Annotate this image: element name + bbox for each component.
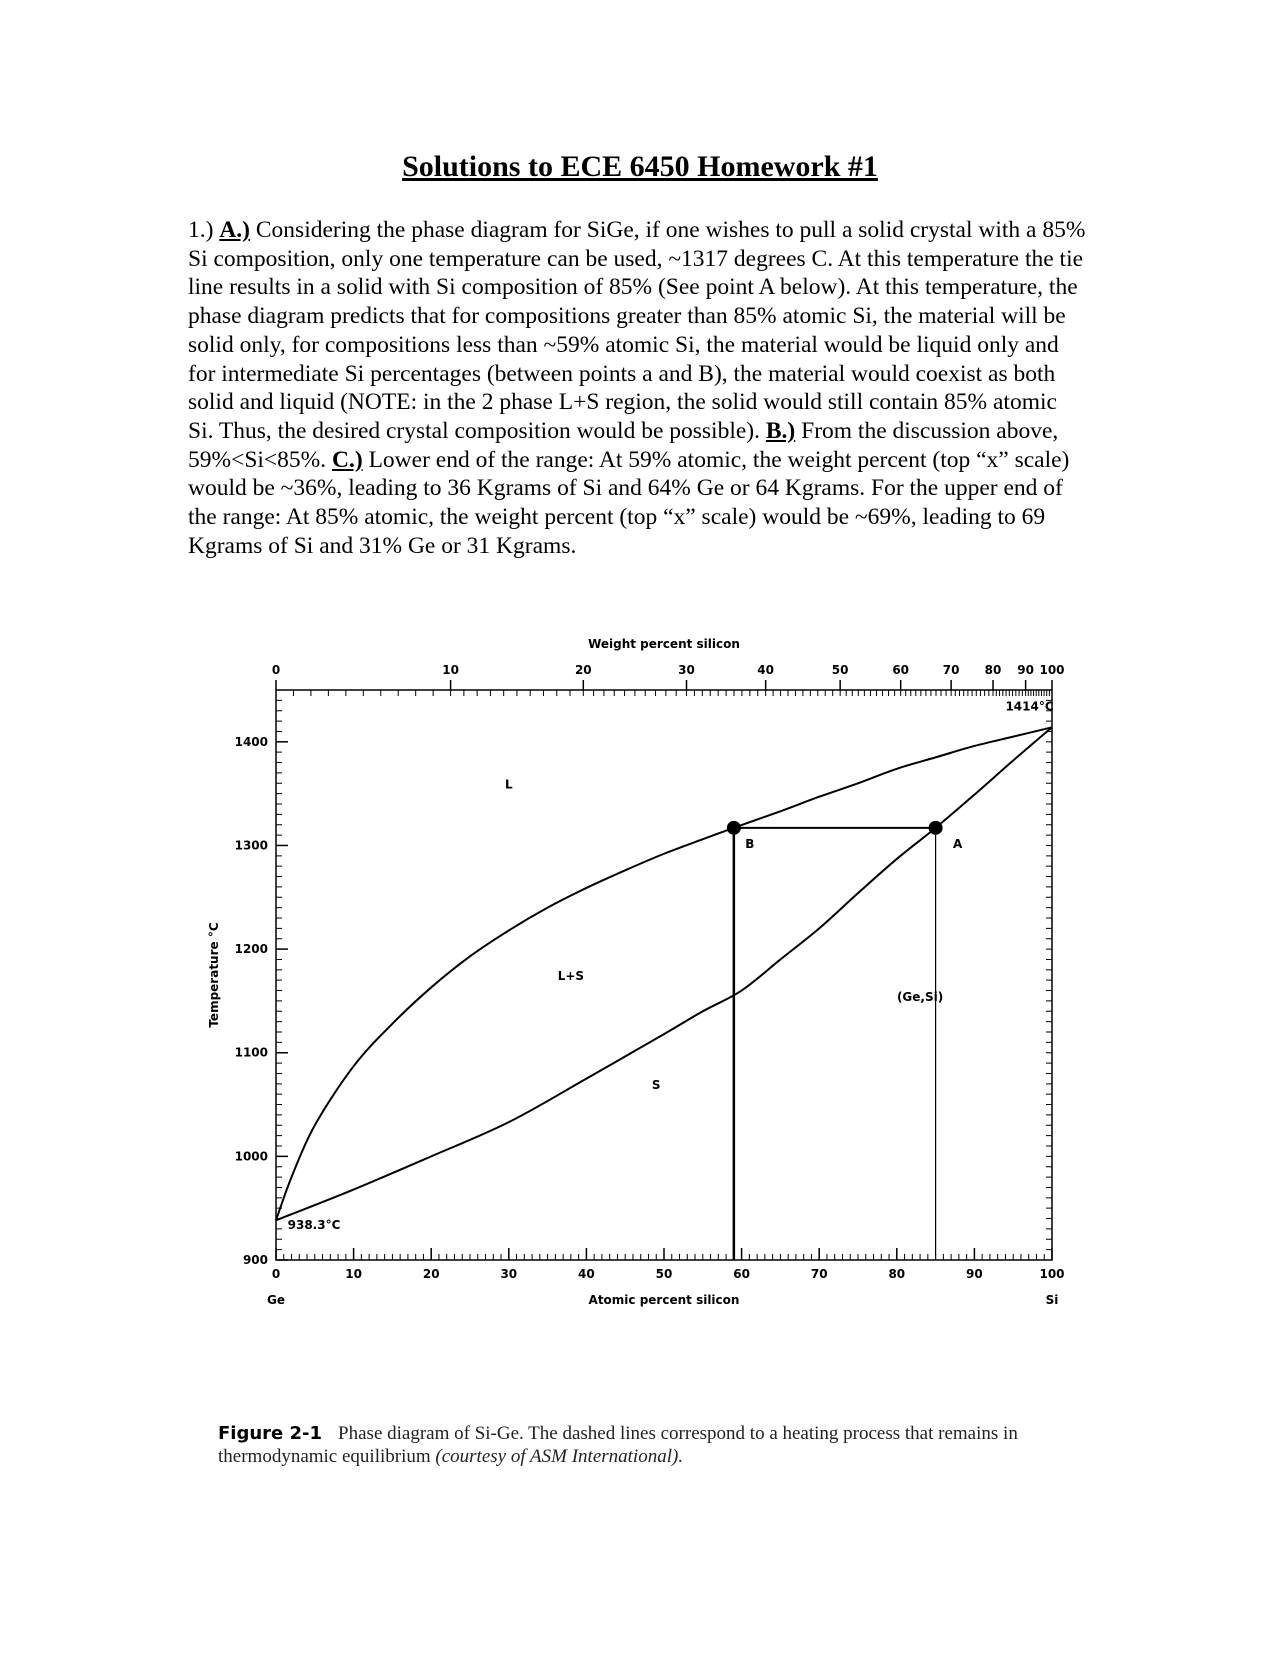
y-tick-label: 1200 (234, 942, 268, 957)
si-melting-point-label: 1414°C (1005, 699, 1054, 714)
top-tick-label: 20 (574, 663, 592, 677)
part-b-label: B.) (765, 417, 796, 444)
x-tick-label: 10 (345, 1267, 362, 1281)
top-tick-label: 100 (1039, 663, 1065, 677)
part-c-label: C.) (332, 446, 363, 473)
part-a-text: Considering the phase diagram for SiGe, if one wishes to pull a solid crystal with a 85% Si composition, only one temperature can be used, ~1317 degrees C. At this temperature the tie line results in a solid with Si composition of 85% (See point A below). At this temperature, the phase diagram predicts that for compositions greater than 85% atomic Si, the material will be solid only, for compositions less than ~59% atomic Si, the material would be liquid only and for intermediate Si percentages (between points a and B), the material would coexist as both solid and liquid (NOTE: in the 2 phase L+S region, the solid would still contain 85% atomic Si. Thus, the desired crystal composition would be possible). (188, 217, 1086, 444)
page-title: Solutions to ECE 6450 Homework #1 (402, 150, 878, 183)
x-tick-label: 80 (888, 1267, 906, 1281)
top-tick-label: 0 (271, 663, 281, 677)
point-label-b: B (745, 836, 755, 851)
top-tick-label: 10 (442, 663, 459, 677)
x-tick-label: 30 (500, 1267, 518, 1281)
top-tick-label: 30 (678, 663, 695, 677)
top-tick-label: 50 (831, 663, 849, 677)
x-end-label-si: Si (1045, 1293, 1059, 1307)
part-c-text: Lower end of the range: At 59% atomic, the weight percent (top “x” scale) would be ~36%, leading to 36 Kgrams of Si and 64% Ge or 64 Kgrams. For the upper end of the range: At 85% atomic, the weight percent (top “x” scale) would be ~69%, leading to 69 Kgrams of Si and 31% Ge or 31 Kgrams. (188, 446, 1070, 559)
x-tick-label: 90 (966, 1267, 983, 1281)
top-tick-label: 70 (942, 663, 960, 677)
point-a (929, 821, 943, 835)
y-tick-label: 900 (242, 1253, 268, 1267)
y-axis-title: Temperature °C (207, 922, 221, 1028)
figure-label: Figure 2-1 (218, 1423, 323, 1444)
caption-courtesy: (courtesy of ASM International). (435, 1446, 684, 1467)
part-a-label: A.) (219, 217, 250, 243)
region-label: L+S (557, 969, 585, 984)
region-label: (Ge,Si) (896, 989, 944, 1004)
point-label-a: A (952, 836, 963, 851)
part-b-text: From the discussion above, 59%<Si<85%. (188, 417, 1059, 473)
question-number: 1.) (188, 217, 220, 243)
x-tick-label: 0 (271, 1267, 281, 1281)
top-tick-label: 80 (984, 663, 1002, 677)
phase-diagram-chart (200, 630, 1160, 1390)
top-tick-label: 40 (757, 663, 775, 677)
top-minor-ticks (276, 690, 1052, 696)
answer-paragraph (188, 216, 1088, 560)
x-end-label-ge: Ge (267, 1293, 285, 1307)
ge-melting-point-label: 938.3°C (287, 1217, 341, 1232)
region-label: S (651, 1078, 661, 1092)
x-tick-label: 70 (810, 1267, 828, 1281)
x-tick-label: 20 (422, 1267, 440, 1281)
y-tick-label: 1400 (234, 734, 268, 749)
figure-caption (218, 1422, 1118, 1468)
y-tick-label: 1000 (234, 1149, 268, 1164)
x-tick-label: 50 (655, 1267, 673, 1281)
caption-text: Phase diagram of Si-Ge. The dashed lines correspond to a heating process that remains in thermodynamic equilibrium (218, 1423, 1018, 1467)
phase-diagram-figure (200, 630, 1160, 1390)
x-axis-title: Atomic percent silicon (588, 1293, 740, 1307)
top-axis-title: Weight percent silicon (588, 637, 740, 651)
point-b (727, 821, 741, 835)
y-tick-label: 1100 (234, 1045, 268, 1060)
y-tick-label: 1300 (234, 838, 268, 853)
top-tick-label: 90 (1017, 663, 1034, 677)
x-tick-label: 60 (733, 1267, 750, 1281)
region-label: L (504, 777, 513, 792)
x-tick-label: 100 (1039, 1267, 1065, 1281)
top-tick-label: 60 (892, 663, 910, 677)
x-tick-label: 40 (578, 1267, 595, 1281)
